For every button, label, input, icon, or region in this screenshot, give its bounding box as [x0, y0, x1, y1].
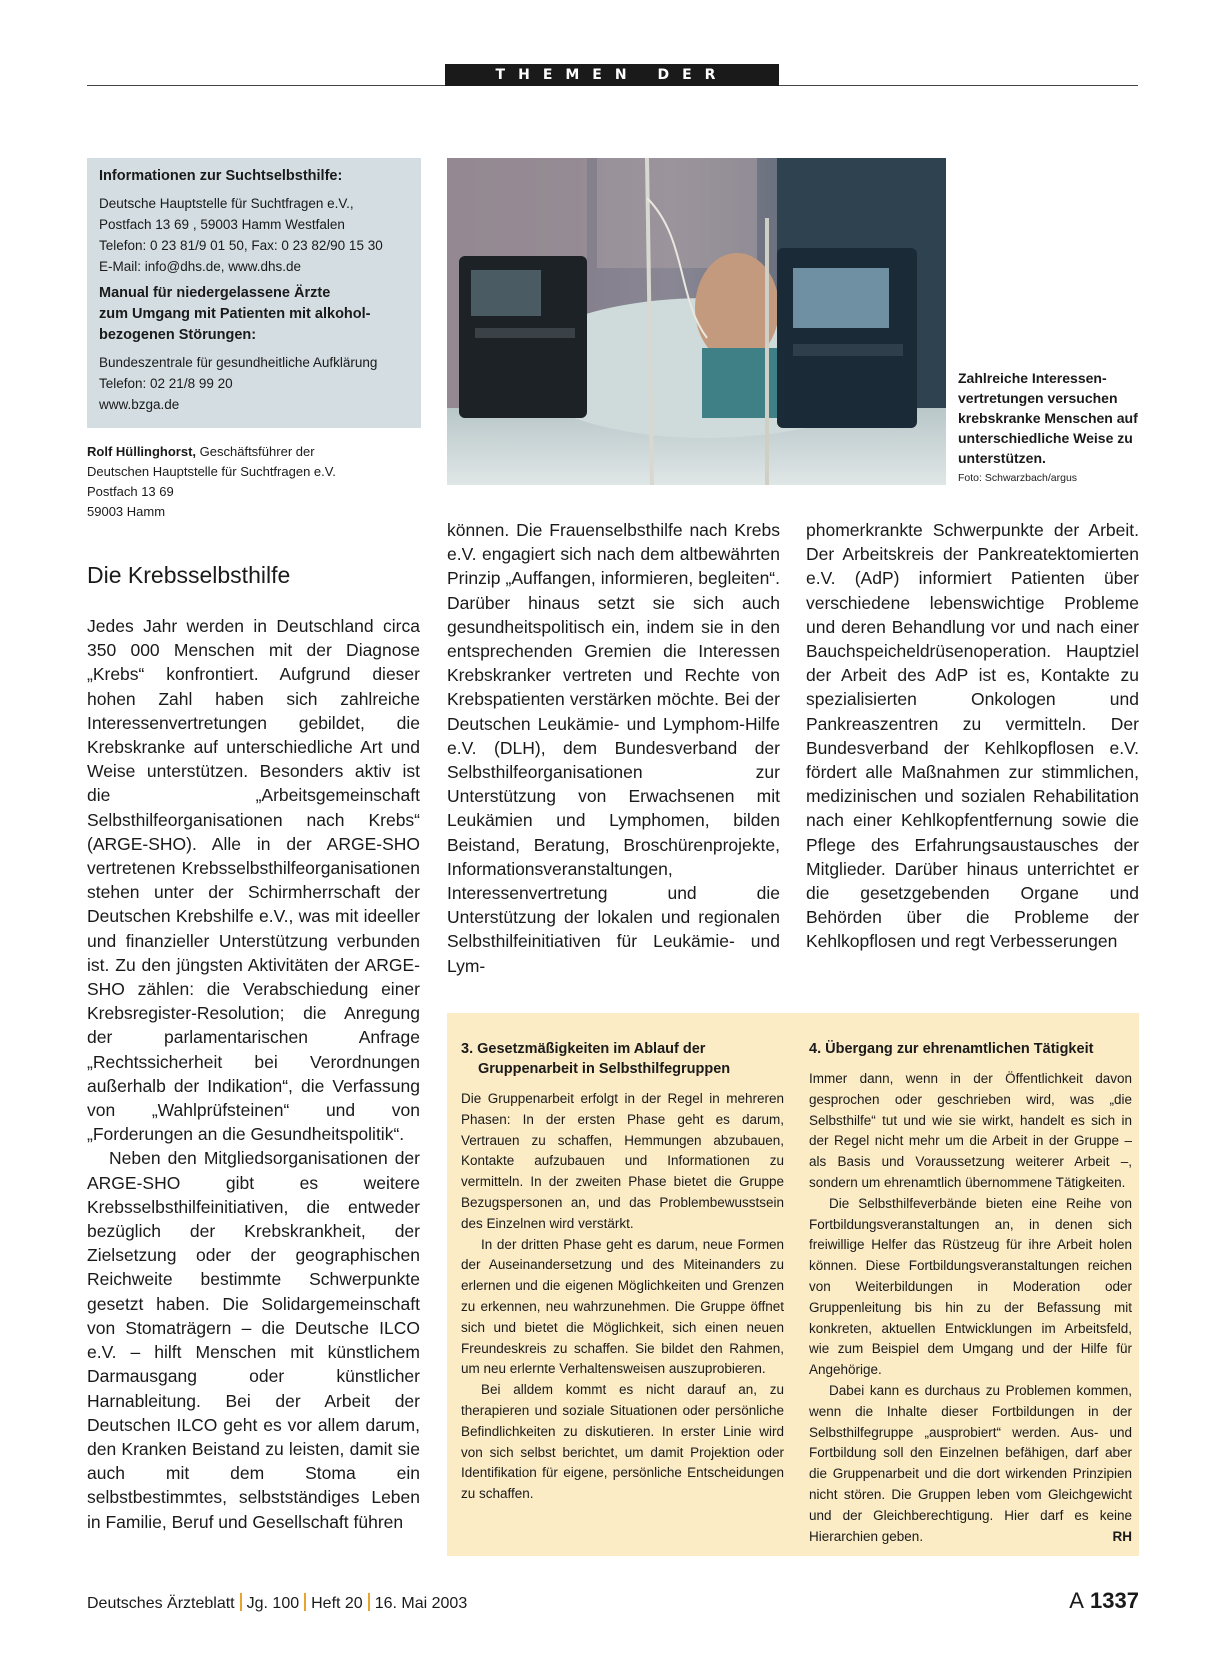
article-column-3 — [806, 518, 1139, 954]
info-heading-2: zum Umgang mit Patienten mit alkohol- — [99, 306, 371, 322]
info-line: www.bzga.de — [99, 397, 180, 412]
sidebar-column-right — [809, 1039, 1132, 1547]
paragraph: phomerkrankte Schwerpunkte der Arbeit. Der Arbeitskreis der Pankreatektomierten e.V. (AdP) informiert Patienten über verschiedene lebenswichtige Probleme und deren Behandlung vor und nach einer Bauchspeicheldrüsenoperation. Hauptziel der Arbeit des AdP ist es, Kontakte zu spezialisierten Onkologen und Pankreaszentren zu vermitteln. Der Bundesverband der Kehlkopflosen e.V. fördert alle Maßnahmen zur stimmlichen, medizinischen und sozialen Rehabilitation nach einer Kehlkopfentfernung sowie die Pflege des Erfahrungsaustausches der Mitglieder. Darüber hinaus unterrichtet er die gesetzgebenden Organe und Behörden über die Probleme der Kehlkopflosen und regt Verbesserungen — [806, 520, 1139, 952]
photo-caption: Zahlreiche Interessen-vertretungen versuchen krebskranke Menschen auf unterschiedliche Weise zu unterstützen. — [958, 370, 1138, 466]
info-line: E-Mail: info@dhs.de, www.dhs.de — [99, 259, 302, 274]
article-column-2 — [447, 518, 780, 978]
issue: Heft 20 — [311, 1595, 363, 1612]
author-line: 59003 Hamm — [87, 504, 166, 519]
sidebar-heading-3: 3. Gesetzmäßigkeiten im Ablauf der Gruppenarbeit in Selbsthilfegruppen — [461, 1041, 731, 1077]
page-number-value: 1337 — [1090, 1588, 1139, 1613]
paragraph: Bei alldem kommt es nicht darauf an, zu therapieren und soziale Situationen oder persönliche Befindlichkeiten zu diskutieren. In erster Linie wird von sich selbst berichtet, um damit Projektion oder Identifikation für eigene, persönliche Entscheidungen zu schaffen. — [461, 1382, 784, 1502]
paragraph: Jedes Jahr werden in Deutschland circa 350 000 Menschen mit der Diagnose „Krebs“ konfrontiert. Aufgrund dieser hohen Zahl haben sich zahlreiche Interessenvertretungen gebildet, die Krebskranke auf unterschiedliche Art und Weise unterstützen. Besonders aktiv ist die „Arbeitsgemeinschaft Selbsthilfeorganisationen nach Krebs“ (ARGE-SHO). Alle in der ARGE-SHO vertretenen Krebsselbsthilfeorganisationen stehen unter der Schirmherrschaft der Deutschen Krebshilfe e.V., was mit ideeller und finanzieller Unterstützung verbunden ist. Zu den jüngsten Aktivitäten der ARGE-SHO zählen: die Verabschiedung einer Krebsregister-Resolution; die Anregung der parlamentarischen Anfrage „Rechtssicherheit bei Verordnungen außerhalb der Indikation“, die Verfassung von „Wahlprüfsteinen“ und von „Forderungen an die Gesundheitspolitik“. — [87, 616, 420, 1145]
info-line: Telefon: 0 23 81/9 01 50, Fax: 0 23 82/90 15 30 — [99, 238, 383, 253]
footer-separator — [304, 1593, 306, 1611]
info-line: Postfach 13 69 , 59003 Hamm Westfalen — [99, 217, 345, 232]
author-line: Deutschen Hauptstelle für Suchtfragen e.V. — [87, 464, 336, 479]
sidebar-box — [447, 1013, 1139, 1556]
article-title: Die Krebsselbsthilfe — [87, 562, 291, 588]
author-role: Geschäftsführer der — [196, 444, 315, 459]
author-block — [87, 442, 421, 522]
photo-credit: Foto: Schwarzbach/argus — [958, 472, 1078, 484]
page-prefix: A — [1069, 1588, 1084, 1613]
paragraph: Dabei kann es durchaus zu Problemen kommen, wenn die Inhalte dieser Fortbildungen in der Selbsthilfegruppe „ausprobiert“ werden. Aus- und Fortbildung soll den Einzelnen befähigen, darf aber die Gruppenarbeit und die dort wirkenden Prinzipien nicht stören. Die Gruppen leben vom Gleichgewicht und der Gleichberechtigung. Hier darf es keine Hierarchien geben. RH — [809, 1381, 1132, 1547]
info-line: Deutsche Hauptstelle für Suchtfragen e.V., — [99, 196, 354, 211]
hospital-photo — [447, 158, 946, 485]
date: 16. Mai 2003 — [374, 1595, 468, 1612]
article-column-1 — [87, 614, 420, 1534]
paragraph: Immer dann, wenn in der Öffentlichkeit davon gesprochen oder geschrieben wird, was „die Selbsthilfe“ tut und wie sie wirkt, handelt es sich in der Regel nicht mehr um die Arbeit in der Gruppe – als Basis und Voraussetzung weiterer Arbeit –, sondern um ehrenamtlich übernommene Tätigkeiten. — [809, 1071, 1132, 1190]
footer-separator — [240, 1593, 242, 1611]
info-heading-1: Informationen zur Suchtselbsthilfe: — [99, 168, 343, 184]
footer-separator — [368, 1593, 370, 1611]
signature: RH — [1112, 1528, 1132, 1544]
volume: Jg. 100 — [246, 1595, 300, 1612]
info-heading-2: bezogenen Störungen: — [99, 327, 257, 343]
sidebar-column-left — [461, 1039, 784, 1505]
paragraph: Neben den Mitgliedsorganisationen der ARGE-SHO gibt es weitere Krebsselbsthilfeinitiativen, die entweder bezüglich der Krebskrankheit, der Zielsetzung oder der geographischen Reichweite bestimmte Schwerpunkte gesetzt haben. Die Solidargemeinschaft von Stomaträgern – die Deutsche ILCO e.V. – hilft Menschen mit künstlichem Darmausgang oder künstlicher Harnableitung. Bei der Arbeit der Deutschen ILCO geht es vor allem darum, den Kranken Beistand zu leisten, damit sie auch mit dem Stoma ein selbstbestimmtes, selbstständiges Leben in Familie, Beruf und Gesellschaft führen — [87, 1148, 420, 1532]
paragraph: In der dritten Phase geht es darum, neue Formen der Auseinandersetzung und des Miteinanders zu erlernen und die eigenen Möglichkeiten und Grenzen zu erkennen, neu wahrzunehmen. Die Gruppe öffnet sich und bietet die Möglichkeit, sich einen neuen Freundeskreis zu schaffen. Sie bildet den Rahmen, um neu erlernte Verhaltensweisen auszuprobieren. — [461, 1236, 784, 1377]
page-number — [1069, 1588, 1139, 1614]
paragraph: Die Selbsthilfeverbände bieten eine Reihe von Fortbildungsveranstaltungen an, in denen sich freiwillige Helfer das Rüstzeug für ihre Arbeit holen können. Diese Fortbildungsveranstaltungen reichen von Weiterbildungen in Moderation oder Gruppenleitung bis hin zu der Befassung mit konkreten, aktuellen Entwicklungen im Arbeitsfeld, wie zum Beispiel dem Umgang und der Hilfe für Angehörige. — [809, 1195, 1132, 1378]
info-line: Telefon: 02 21/8 99 20 — [99, 376, 233, 391]
paragraph: Die Gruppenarbeit erfolgt in der Regel in mehreren Phasen: In der ersten Phase geht es darum, Vertrauen zu schaffen, Hemmungen abzubauen, Kontakte aufzubauen und Informationen zu vermitteln. In der zweiten Phase bietet die Gruppe Bezugspersonen an, und das Problembewusstsein des Einzelnen wird verstärkt. — [461, 1091, 784, 1231]
footer — [87, 1593, 467, 1613]
author-name: Rolf Hüllinghorst, — [87, 444, 197, 459]
author-line: Postfach 13 69 — [87, 484, 174, 499]
info-box — [87, 158, 421, 428]
photo-image — [447, 158, 946, 485]
paragraph: können. Die Frauenselbsthilfe nach Krebs e.V. engagiert sich nach dem altbewährten Prinzip „Auffangen, informieren, begleiten“. Darüber hinaus setzt sie sich auch gesundheitspolitisch ein, indem sie in den entsprechenden Gremien die Interessen Krebskranker vertreten und Rechte von Krebspatienten verstärken möchte. Bei der Deutschen Leukämie- und Lymphom-Hilfe e.V. (DLH), dem Bundesverband der Selbsthilfeorganisationen zur Unterstützung von Erwachsenen mit Leukämien und Lymphomen, bilden Beistand, Beratung, Broschürenprojekte, Informationsveranstaltungen, Interessenvertretung und die Unterstützung der lokalen und regionalen Selbsthilfeinitiativen für Leukämie- und Lym- — [447, 520, 780, 976]
info-heading-2: Manual für niedergelassene Ärzte — [99, 285, 331, 301]
journal-name: Deutsches Ärzteblatt — [87, 1595, 235, 1612]
sidebar-heading-4: 4. Übergang zur ehrenamtlichen Tätigkeit — [809, 1041, 1094, 1057]
info-line: Bundeszentrale für gesundheitliche Aufklärung — [99, 355, 378, 370]
section-header: THEMEN DER ZEIT — [445, 64, 779, 86]
